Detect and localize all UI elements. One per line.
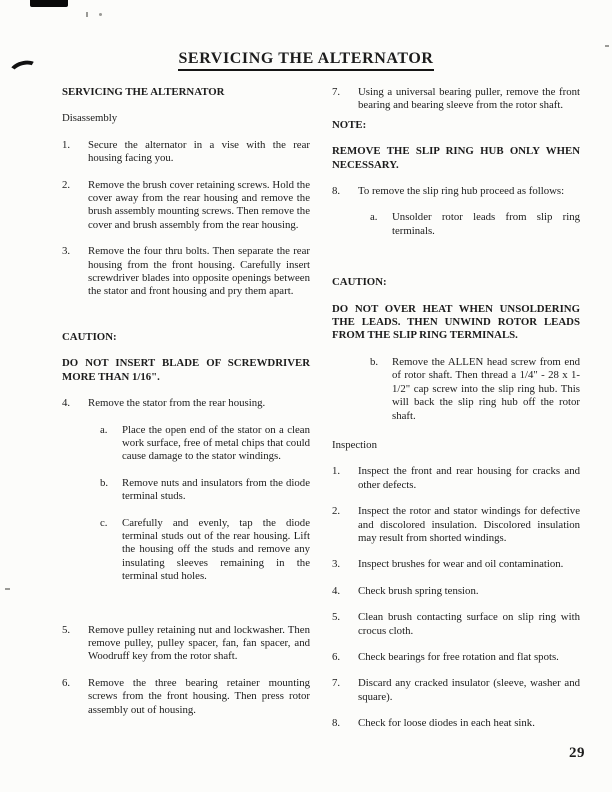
list-item <box>62 624 310 664</box>
item-text: Clean brush contacting surface on slip ring with crocus cloth. <box>358 611 580 637</box>
sub-heading: Inspection <box>332 438 377 451</box>
page-title-text: SERVICING THE ALTERNATOR <box>178 50 433 71</box>
item-marker: a. <box>370 211 378 224</box>
item-marker: a. <box>100 423 108 436</box>
emphasis-paragraph: DO NOT INSERT BLADE OF SCREWDRIVER MORE THAN 1/16". <box>62 357 310 383</box>
list-item <box>332 585 580 598</box>
list-item <box>332 505 580 545</box>
scan-speck <box>605 45 609 47</box>
sub-list-item <box>62 517 310 584</box>
list-item <box>332 558 580 571</box>
item-text: Unsolder rotor leads from slip ring terminals. <box>392 211 580 237</box>
item-text: Carefully and evenly, tap the diode terminal studs out of the rear housing. Lift the housing off the studs and remove any insulating sleeves remaining in the terminal stud holes. <box>122 516 310 583</box>
item-marker: 2. <box>62 178 71 191</box>
item-text: Remove the brush cover retaining screws. Hold the cover away from the rear housing and remove the brush assembly mounting screws. Then remove the cover and brush assembly from the rear housing. <box>88 178 310 231</box>
item-text: Remove the four thru bolts. Then separate the rear housing from the front housing. Carefully insert screwdriver blades into opposite openings between the stator and front housing and pry them apart. <box>88 245 310 298</box>
sub-list-item <box>332 356 580 423</box>
scan-speck <box>99 13 102 16</box>
sub-heading: Disassembly <box>62 112 118 125</box>
content-columns <box>62 86 580 731</box>
emphasis-paragraph: REMOVE THE SLIP RING HUB ONLY WHEN NECESSARY. <box>332 145 580 171</box>
list-item <box>332 651 580 664</box>
left-column <box>62 86 310 731</box>
emphasis-paragraph: DO NOT OVER HEAT WHEN UNSOLDERING THE LEADS. THEN UNWIND ROTOR LEADS FROM THE SLIP RING TERMINALS. <box>332 302 580 342</box>
list-item <box>62 245 310 299</box>
list-item <box>62 139 310 166</box>
item-marker: 8. <box>332 185 341 198</box>
item-marker: 3. <box>62 245 71 258</box>
section-heading: SERVICING THE ALTERNATOR <box>62 86 225 98</box>
item-text: Inspect the rotor and stator windings for defective and discolored insulation. Discolored insulation may result from shorted windings. <box>358 505 580 544</box>
list-item <box>332 185 580 198</box>
list-item <box>62 397 310 410</box>
emphasis-paragraph: NOTE: <box>332 118 367 131</box>
emphasis-paragraph: CAUTION: <box>62 330 117 343</box>
list-item <box>62 677 310 717</box>
item-text: Discard any cracked insulator (sleeve, washer and square). <box>358 677 580 703</box>
item-text: Secure the alternator in a vise with the rear housing facing you. <box>88 138 310 165</box>
item-text: Remove the stator from the rear housing. <box>88 397 266 410</box>
item-marker: 1. <box>332 465 341 478</box>
item-marker: 4. <box>332 584 341 597</box>
item-marker: 6. <box>332 650 341 663</box>
item-text: Inspect brushes for wear and oil contamination. <box>358 558 564 571</box>
item-marker: 5. <box>332 611 341 624</box>
item-text: Remove pulley retaining nut and lockwasher. Then remove pulley, pulley spacer, fan, fan spacer, and Woodruff key from the rotor shaft. <box>88 623 310 663</box>
item-text: Using a universal bearing puller, remove the front bearing and bearing sleeve from the rotor shaft. <box>358 86 580 112</box>
item-marker: 2. <box>332 505 341 518</box>
item-text: Remove nuts and insulators from the diode terminal studs. <box>122 476 310 503</box>
item-marker: 1. <box>62 138 71 151</box>
sub-list-item <box>332 211 580 238</box>
list-item <box>332 86 580 113</box>
item-marker: c. <box>100 516 108 529</box>
item-marker: b. <box>370 355 379 368</box>
item-text: Check for loose diodes in each heat sink. <box>358 717 535 730</box>
item-marker: 7. <box>332 677 341 690</box>
emphasis-paragraph: CAUTION: <box>332 276 387 289</box>
item-text: To remove the slip ring hub proceed as follows: <box>358 185 565 198</box>
list-item <box>332 611 580 638</box>
item-marker: 6. <box>62 676 71 689</box>
item-text: Inspect the front and rear housing for cracks and other defects. <box>358 465 580 491</box>
right-column <box>332 86 580 731</box>
page-title <box>0 50 612 68</box>
item-marker: 7. <box>332 86 341 98</box>
sub-list-item <box>62 424 310 464</box>
sub-list-item <box>62 477 310 504</box>
item-marker: b. <box>100 476 109 489</box>
item-marker: 8. <box>332 717 341 730</box>
list-item <box>332 717 580 730</box>
item-text: Remove the three bearing retainer mounting screws from the front housing. Then press rotor assembly out of housing. <box>88 676 310 716</box>
scan-speck <box>5 588 10 590</box>
list-item <box>62 179 310 233</box>
item-text: Remove the ALLEN head screw from end of rotor shaft. Then thread a 1/4" - 28 x 1-1/2" cap screw into the slip ring hub. This will back the slip ring hub off the rotor shaft. <box>392 355 580 422</box>
item-marker: 3. <box>332 558 341 571</box>
scan-speck <box>86 12 88 17</box>
list-item <box>332 465 580 492</box>
item-text: Check bearings for free rotation and flat spots. <box>358 650 559 663</box>
item-text: Place the open end of the stator on a clean work surface, free of metal chips that could cause damage to the stator windings. <box>122 423 310 463</box>
item-text: Check brush spring tension. <box>358 584 479 597</box>
page-number: 29 <box>569 745 585 761</box>
scan-artifact-bar <box>30 0 68 7</box>
item-marker: 4. <box>62 397 71 410</box>
item-marker: 5. <box>62 623 71 636</box>
list-item <box>332 677 580 704</box>
